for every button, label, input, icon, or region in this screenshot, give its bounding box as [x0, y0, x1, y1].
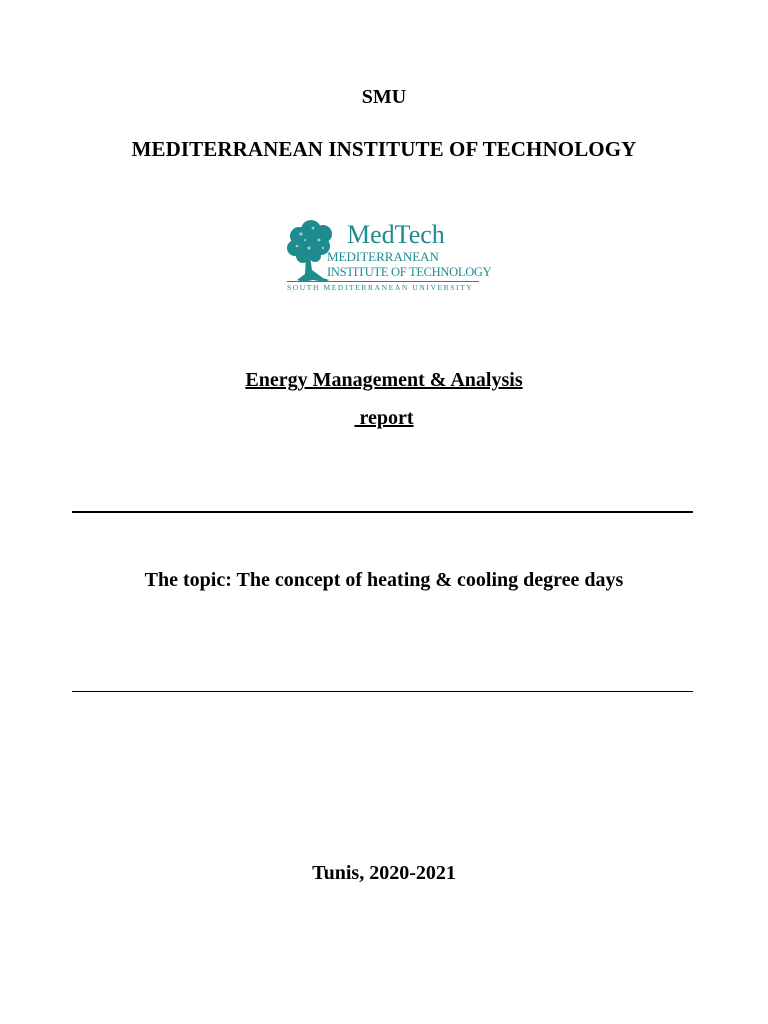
top-divider — [72, 511, 693, 513]
logo-line-mediterranean: MEDITERRANEAN — [327, 249, 439, 264]
medtech-logo — [285, 220, 492, 294]
logo-brand-text: MedTech — [347, 220, 445, 249]
org-full-name: MEDITERRANEAN INSTITUTE OF TECHNOLOGY — [131, 137, 637, 161]
report-label: report — [354, 407, 414, 429]
course-title: Energy Management & Analysis — [245, 369, 523, 391]
bottom-divider — [72, 691, 693, 692]
topic-heading: The topic: The concept of heating & cooling degree days — [144, 569, 624, 591]
logo-divider — [287, 281, 479, 282]
logo-tagline: SOUTH MEDITERRANEAN UNIVERSITY — [287, 283, 474, 292]
place-date: Tunis, 2020-2021 — [312, 862, 456, 884]
org-short-name: SMU — [361, 86, 407, 108]
logo-line-institute: INSTITUTE OF TECHNOLOGY — [327, 265, 492, 279]
